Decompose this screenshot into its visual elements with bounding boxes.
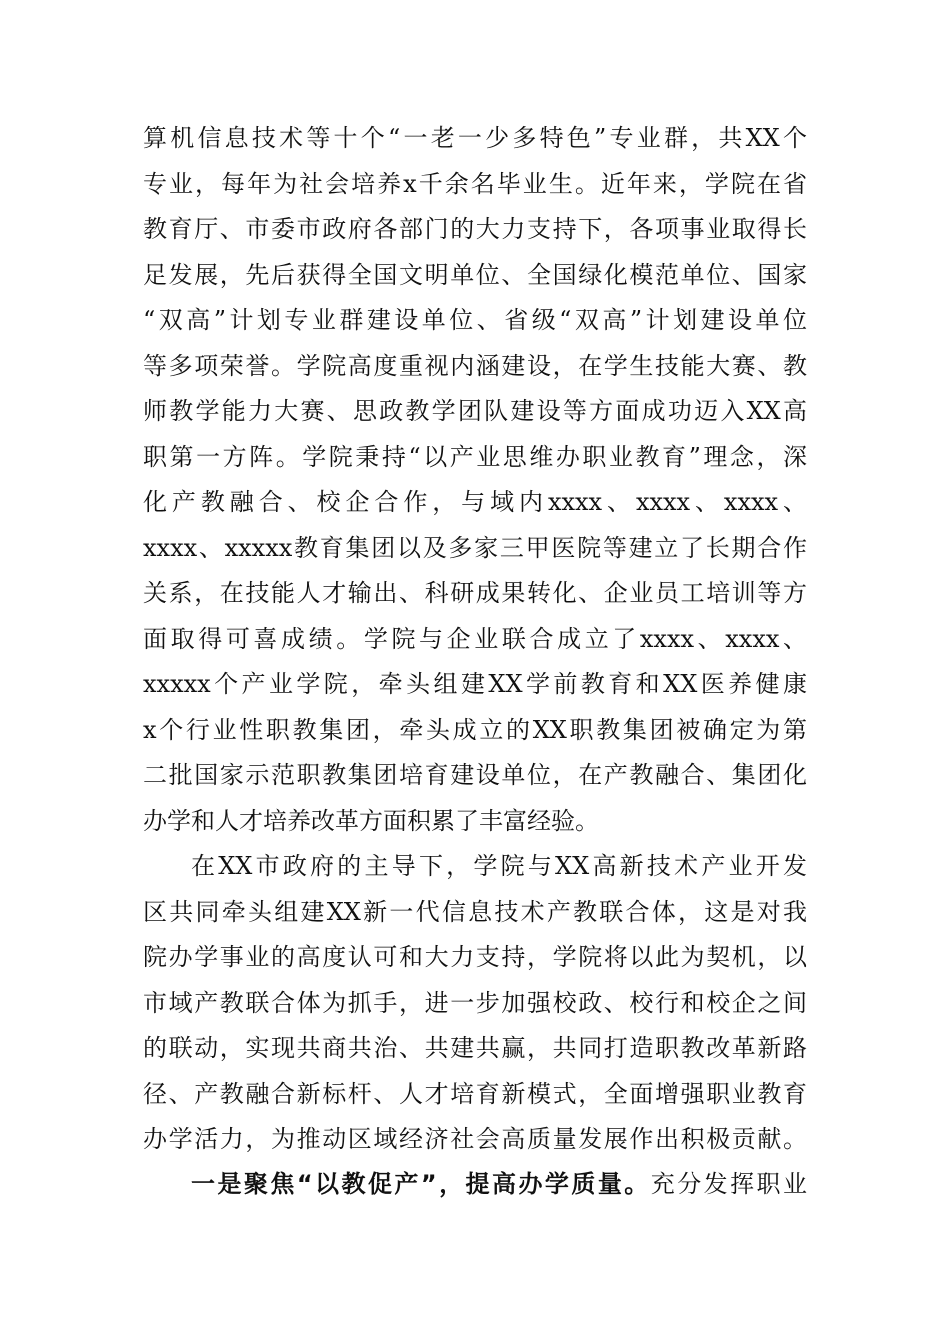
text-line: 市域产教联合体为抓手，进一步加强校政、校行和校企之间 [143,988,807,1017]
text-line: 办学和人才培养改革方面积累了丰富经验。 [143,806,599,835]
body-text: 充分发挥职业 [650,1170,808,1198]
paragraph-1 [143,116,807,844]
text-line: 办学活力，为推动区域经济社会高质量发展作出积极贡献。 [143,1125,807,1153]
text-line: 二批国家示范职教集团培育建设单位，在产教融合、集团化 [143,761,807,789]
text-line: 的联动，实现共商共治、共建共赢，共同打造职教改革新路 [143,1034,807,1062]
text-line: xxxx、xxxxx教育集团以及多家三甲医院等建立了长期合作 [143,533,807,562]
paragraph-2 [143,844,807,1163]
paragraph-3 [143,1162,807,1208]
text-line: 等多项荣誉。学院高度重视内涵建设，在学生技能大赛、教 [143,351,807,380]
text-line: 径、产教融合新标杆、人才培育新模式，全面增强职业教育 [143,1079,807,1108]
text-line: 面取得可喜成绩。学院与企业联合成立了xxxx、xxxx、 [143,624,807,653]
text-line: 在XX市政府的主导下，学院与XX高新技术产业开发 [191,852,807,880]
section-heading: 一是聚焦“以教促产”，提高办学质量。 [191,1170,651,1198]
text-line: xxxxx个产业学院，牵头组建XX学前教育和XX医养健康 [143,670,807,698]
text-line: 教育厅、市委市政府各部门的大力支持下，各项事业取得长 [143,215,807,243]
text-line: 区共同牵头组建XX新一代信息技术产教联合体，这是对我 [143,897,807,926]
text-line: 专业，每年为社会培养x千余名毕业生。近年来，学院在省 [143,169,807,198]
text-line: 院办学事业的高度认可和大力支持，学院将以此为契机，以 [143,943,807,971]
text-line: 化产教融合、校企合作，与域内xxxx、xxxx、xxxx、 [143,488,807,516]
text-line [143,1162,807,1208]
text-line: “双高”计划专业群建设单位、省级“双高”计划建设单位 [143,306,807,334]
text-line: 足发展，先后获得全国文明单位、全国绿化模范单位、国家 [143,260,807,289]
text-line: 算机信息技术等十个“一老一少多特色”专业群，共XX个 [143,124,807,152]
text-line: 关系，在技能人才输出、科研成果转化、企业员工培训等方 [143,579,807,607]
text-line: 职第一方阵。学院秉持“以产业思维办职业教育”理念，深 [143,442,807,471]
text-line: 师教学能力大赛、思政教学团队建设等方面成功迈入XX高 [143,397,807,425]
text-line: x个行业性职教集团，牵头成立的XX职教集团被确定为第 [143,715,807,744]
